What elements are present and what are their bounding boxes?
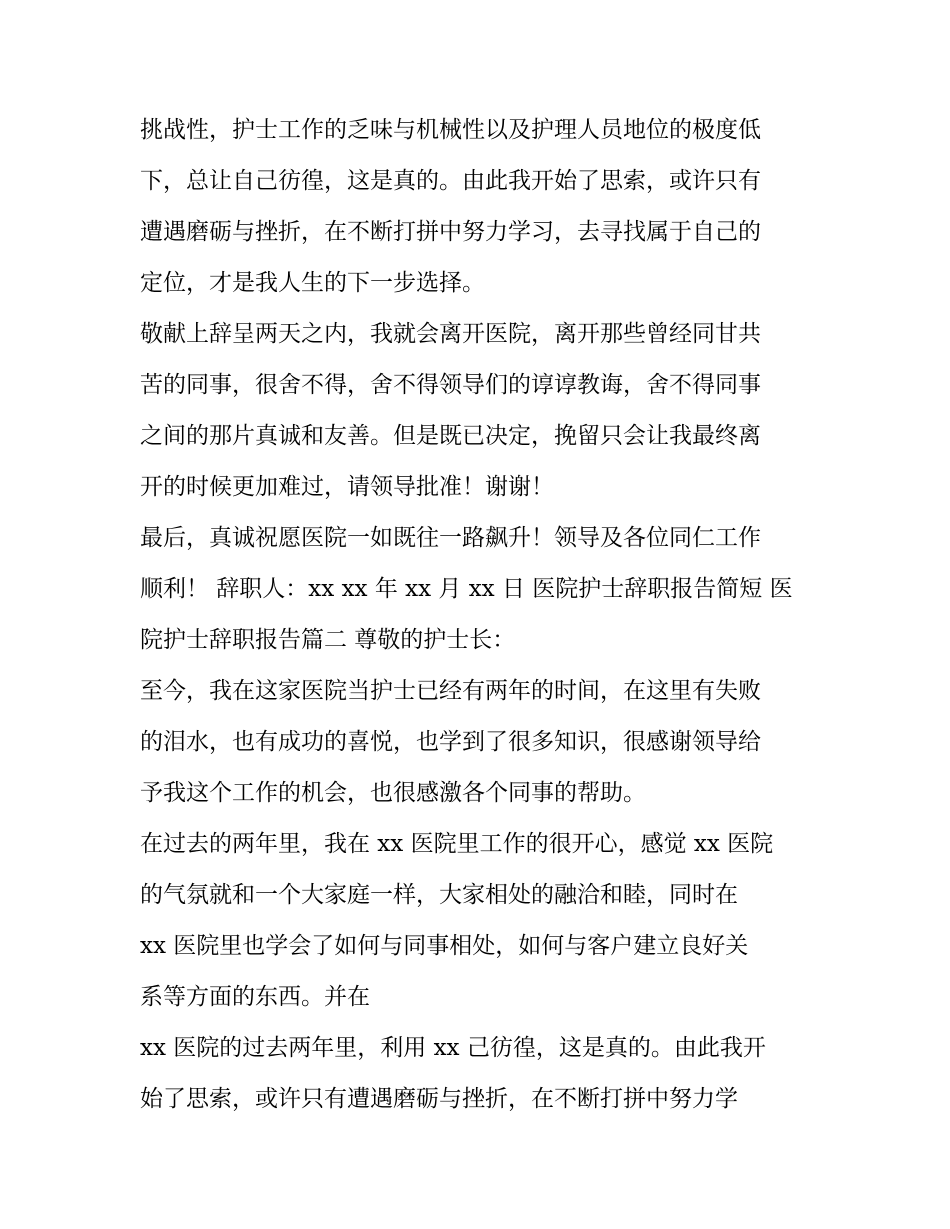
- text-line: 敬献上辞呈两天之内，我就会离开医院，离开那些曾经同甘共: [140, 321, 761, 347]
- text-line: 之间的那片真诚和友善。但是既已决定，挽留只会让我最终离: [140, 423, 761, 449]
- text-line: 院护士辞职报告篇二 尊敬的护士长：: [140, 627, 516, 653]
- text-line: xx 医院的过去两年里，利用 xx 己彷徨，这是真的。由此我开: [140, 1035, 766, 1061]
- text-line: 始了思索，或许只有遭遇磨砺与挫折，在不断打拼中努力学: [140, 1086, 738, 1112]
- text-line: 挑战性，护士工作的乏味与机械性以及护理人员地位的极度低: [140, 117, 761, 143]
- text-line: 的气氛就和一个大家庭一样，大家相处的融洽和睦，同时在: [140, 882, 738, 908]
- text-line: 顺利！ 辞职人：xx xx 年 xx 月 xx 日 医院护士辞职报告简短 医: [140, 576, 793, 602]
- text-line: 系等方面的东西。并在: [140, 984, 370, 1010]
- text-line: 苦的同事，很舍不得，舍不得领导们的谆谆教诲，舍不得同事: [140, 372, 761, 398]
- text-line: 至今，我在这家医院当护士已经有两年的时间，在这里有失败: [140, 678, 761, 704]
- text-line: 遭遇磨砺与挫折，在不断打拼中努力学习，去寻找属于自己的: [140, 219, 761, 245]
- text-line: 定位，才是我人生的下一步选择。: [140, 270, 485, 296]
- text-line: 下，总让自己彷徨，这是真的。由此我开始了思索，或许只有: [140, 168, 761, 194]
- text-line: 在过去的两年里，我在 xx 医院里工作的很开心，感觉 xx 医院: [140, 831, 774, 857]
- document-body: [140, 105, 820, 1125]
- text-line: xx 医院里也学会了如何与同事相处，如何与客户建立良好关: [140, 933, 749, 959]
- text-line: 的泪水，也有成功的喜悦，也学到了很多知识，很感谢领导给: [140, 729, 761, 755]
- text-line: 最后，真诚祝愿医院一如既往一路飙升！领导及各位同仁工作: [140, 525, 761, 551]
- text-line: 开的时候更加难过，请领导批准！谢谢！: [140, 474, 554, 500]
- text-line: 予我这个工作的机会，也很感激各个同事的帮助。: [140, 780, 646, 806]
